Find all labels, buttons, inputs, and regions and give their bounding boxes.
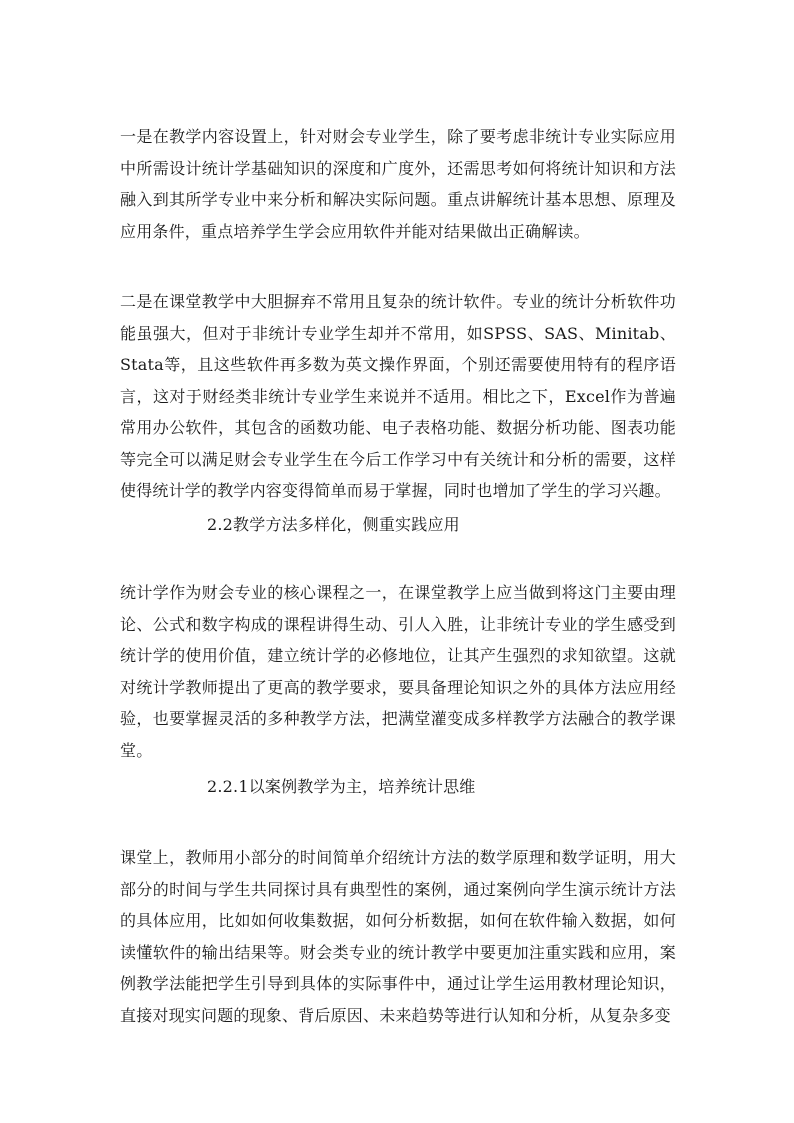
body-paragraph-case-teaching: 课堂上，教师用小部分的时间简单介绍统计方法的数学原理和数学证明，用大部分的时间与学生共同探讨具有典型性的案例，通过案例向学生演示统计方法的具体应用，比如如何收集数据，如何分析数据，如何在软件输入数据，如何读懂软件的输出结果等。财会类专业的统计教学中要更加注重实践和应用，案例教学法能把学生引导到具体的实际事件中，通过让学生运用教材理论知识，直接对现实问题的现象、背后原因、未来趋势等进行认知和分析，从复杂多变: [120, 848, 676, 1025]
body-paragraph-core-course: 统计学作为财会专业的核心课程之一，在课堂教学上应当做到将这门主要由理论、公式和数字构成的课程讲得生动、引人入胜，让非统计专业的学生感受到统计学的使用价值，建立统计学的必修地位，让其产生强烈的求知欲望。这就对统计学教师提出了更高的教学要求，要具备理论知识之外的具体方法应用经验，也要掌握灵活的多种教学方法，把满堂灌变成多样教学方法融合的教学课堂。: [120, 583, 676, 760]
body-paragraph-teaching-content: 一是在教学内容设置上，针对财会专业学生，除了要考虑非统计专业实际应用中所需设计统计学基础知识的深度和广度外，还需思考如何将统计知识和方法融入到其所学专业中来分析和解决实际问题。重点讲解统计基本思想、原理及应用条件，重点培养学生学会应用软件并能对结果做出正确解读。: [120, 127, 676, 241]
section-heading-2-2-1: 2.2.1以案例教学为主，培养统计思维: [207, 777, 476, 796]
body-paragraph-statistical-software: 二是在课堂教学中大胆摒弃不常用且复杂的统计软件。专业的统计分析软件功能虽强大，但对于非统计专业学生却并不常用，如SPSS、SAS、Minitab、Stata等，且这些软件再多数为英文操作界面，个别还需要使用特有的程序语言，这对于财经类非统计专业学生来说并不适用。相比之下，Excel作为普遍常用办公软件，其包含的函数功能、电子表格功能、数据分析功能、图表功能等完全可以满足财会专业学生在今后工作学习中有关统计和分析的需要，这样使得统计学的教学内容变得简单而易于掌握，同时也增加了学生的学习兴趣。: [120, 292, 676, 500]
section-heading-2-2: 2.2教学方法多样化，侧重实践应用: [207, 515, 460, 534]
